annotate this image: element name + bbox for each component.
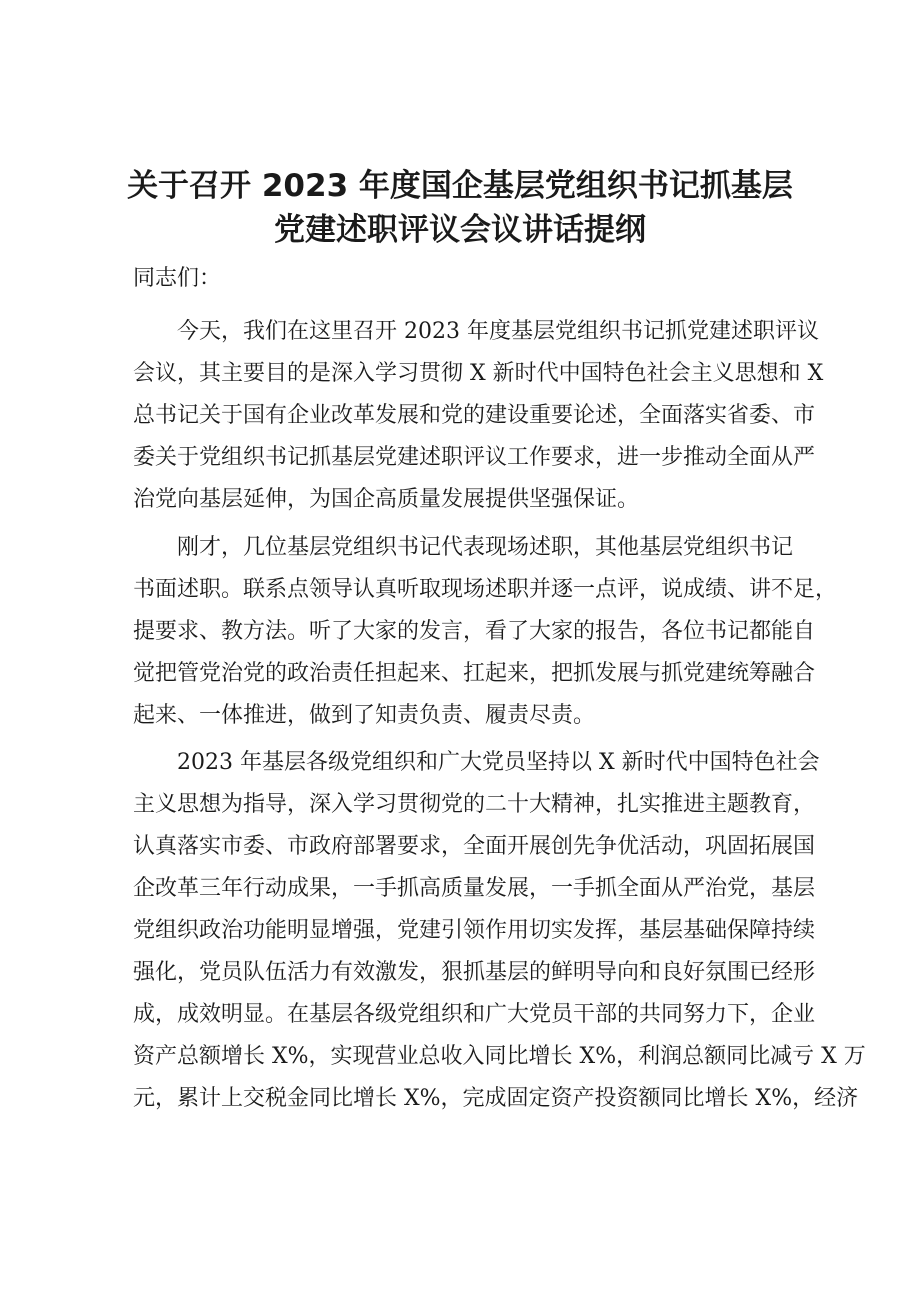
paragraph-line: 提要求、教方法。听了大家的发言，看了大家的报告，各位书记都能自 xyxy=(133,619,816,644)
paragraph-3 xyxy=(133,742,866,1120)
paragraph-line: 主义思想为指导，深入学习贯彻党的二十大精神，扎实推进主题教育， xyxy=(133,792,816,817)
paragraph-line: 今天，我们在这里召开 2023 年度基层党组织书记抓党建述职评议 xyxy=(177,319,819,344)
paragraph-line: 2023 年基层各级党组织和广大党员坚持以 X 新时代中国特色社会 xyxy=(177,750,820,775)
paragraph-1 xyxy=(133,311,824,521)
paragraph-line: 觉把管党治党的政治责任担起来、扛起来，把抓发展与抓党建统筹融合 xyxy=(133,661,816,686)
paragraph-line: 起来、一体推进，做到了知责负责、履责尽责。 xyxy=(133,703,596,728)
paragraph-line: 企改革三年行动成果，一手抓高质量发展，一手抓全面从严治党，基层 xyxy=(133,876,816,901)
salutation: 同志们： xyxy=(133,266,222,291)
paragraph-line: 治党向基层延伸，为国企高质量发展提供坚强保证。 xyxy=(133,487,640,512)
document-title-line-2: 党建述职评议会议讲话提纲 xyxy=(274,212,646,248)
paragraph-line: 刚才，几位基层党组织书记代表现场述职，其他基层党组织书记 xyxy=(177,535,794,560)
paragraph-line: 资产总额增长 X%，实现营业总收入同比增长 X%，利润总额同比减亏 X 万 xyxy=(133,1044,866,1069)
paragraph-line: 元，累计上交税金同比增长 X%，完成固定资产投资额同比增长 X%，经济 xyxy=(133,1086,859,1111)
paragraph-line: 成，成效明显。在基层各级党组织和广大党员干部的共同努力下，企业 xyxy=(133,1002,816,1027)
document-title-line-1: 关于召开 2023 年度国企基层党组织书记抓基层 xyxy=(127,168,793,204)
paragraph-line: 总书记关于国有企业改革发展和党的建设重要论述，全面落实省委、市 xyxy=(133,403,816,428)
paragraph-line: 强化，党员队伍活力有效激发，狠抓基层的鲜明导向和良好氛围已经形 xyxy=(133,960,816,985)
paragraph-line: 会议，其主要目的是深入学习贯彻 X 新时代中国特色社会主义思想和 X xyxy=(133,361,824,386)
paragraph-2 xyxy=(133,527,838,737)
paragraph-line: 委关于党组织书记抓基层党建述职评议工作要求，进一步推动全面从严 xyxy=(133,445,816,470)
paragraph-line: 书面述职。联系点领导认真听取现场述职并逐一点评，说成绩、讲不足， xyxy=(133,577,838,602)
paragraph-line: 党组织政治功能明显增强，党建引领作用切实发挥，基层基础保障持续 xyxy=(133,918,816,943)
paragraph-line: 认真落实市委、市政府部署要求，全面开展创先争优活动，巩固拓展国 xyxy=(133,834,816,859)
